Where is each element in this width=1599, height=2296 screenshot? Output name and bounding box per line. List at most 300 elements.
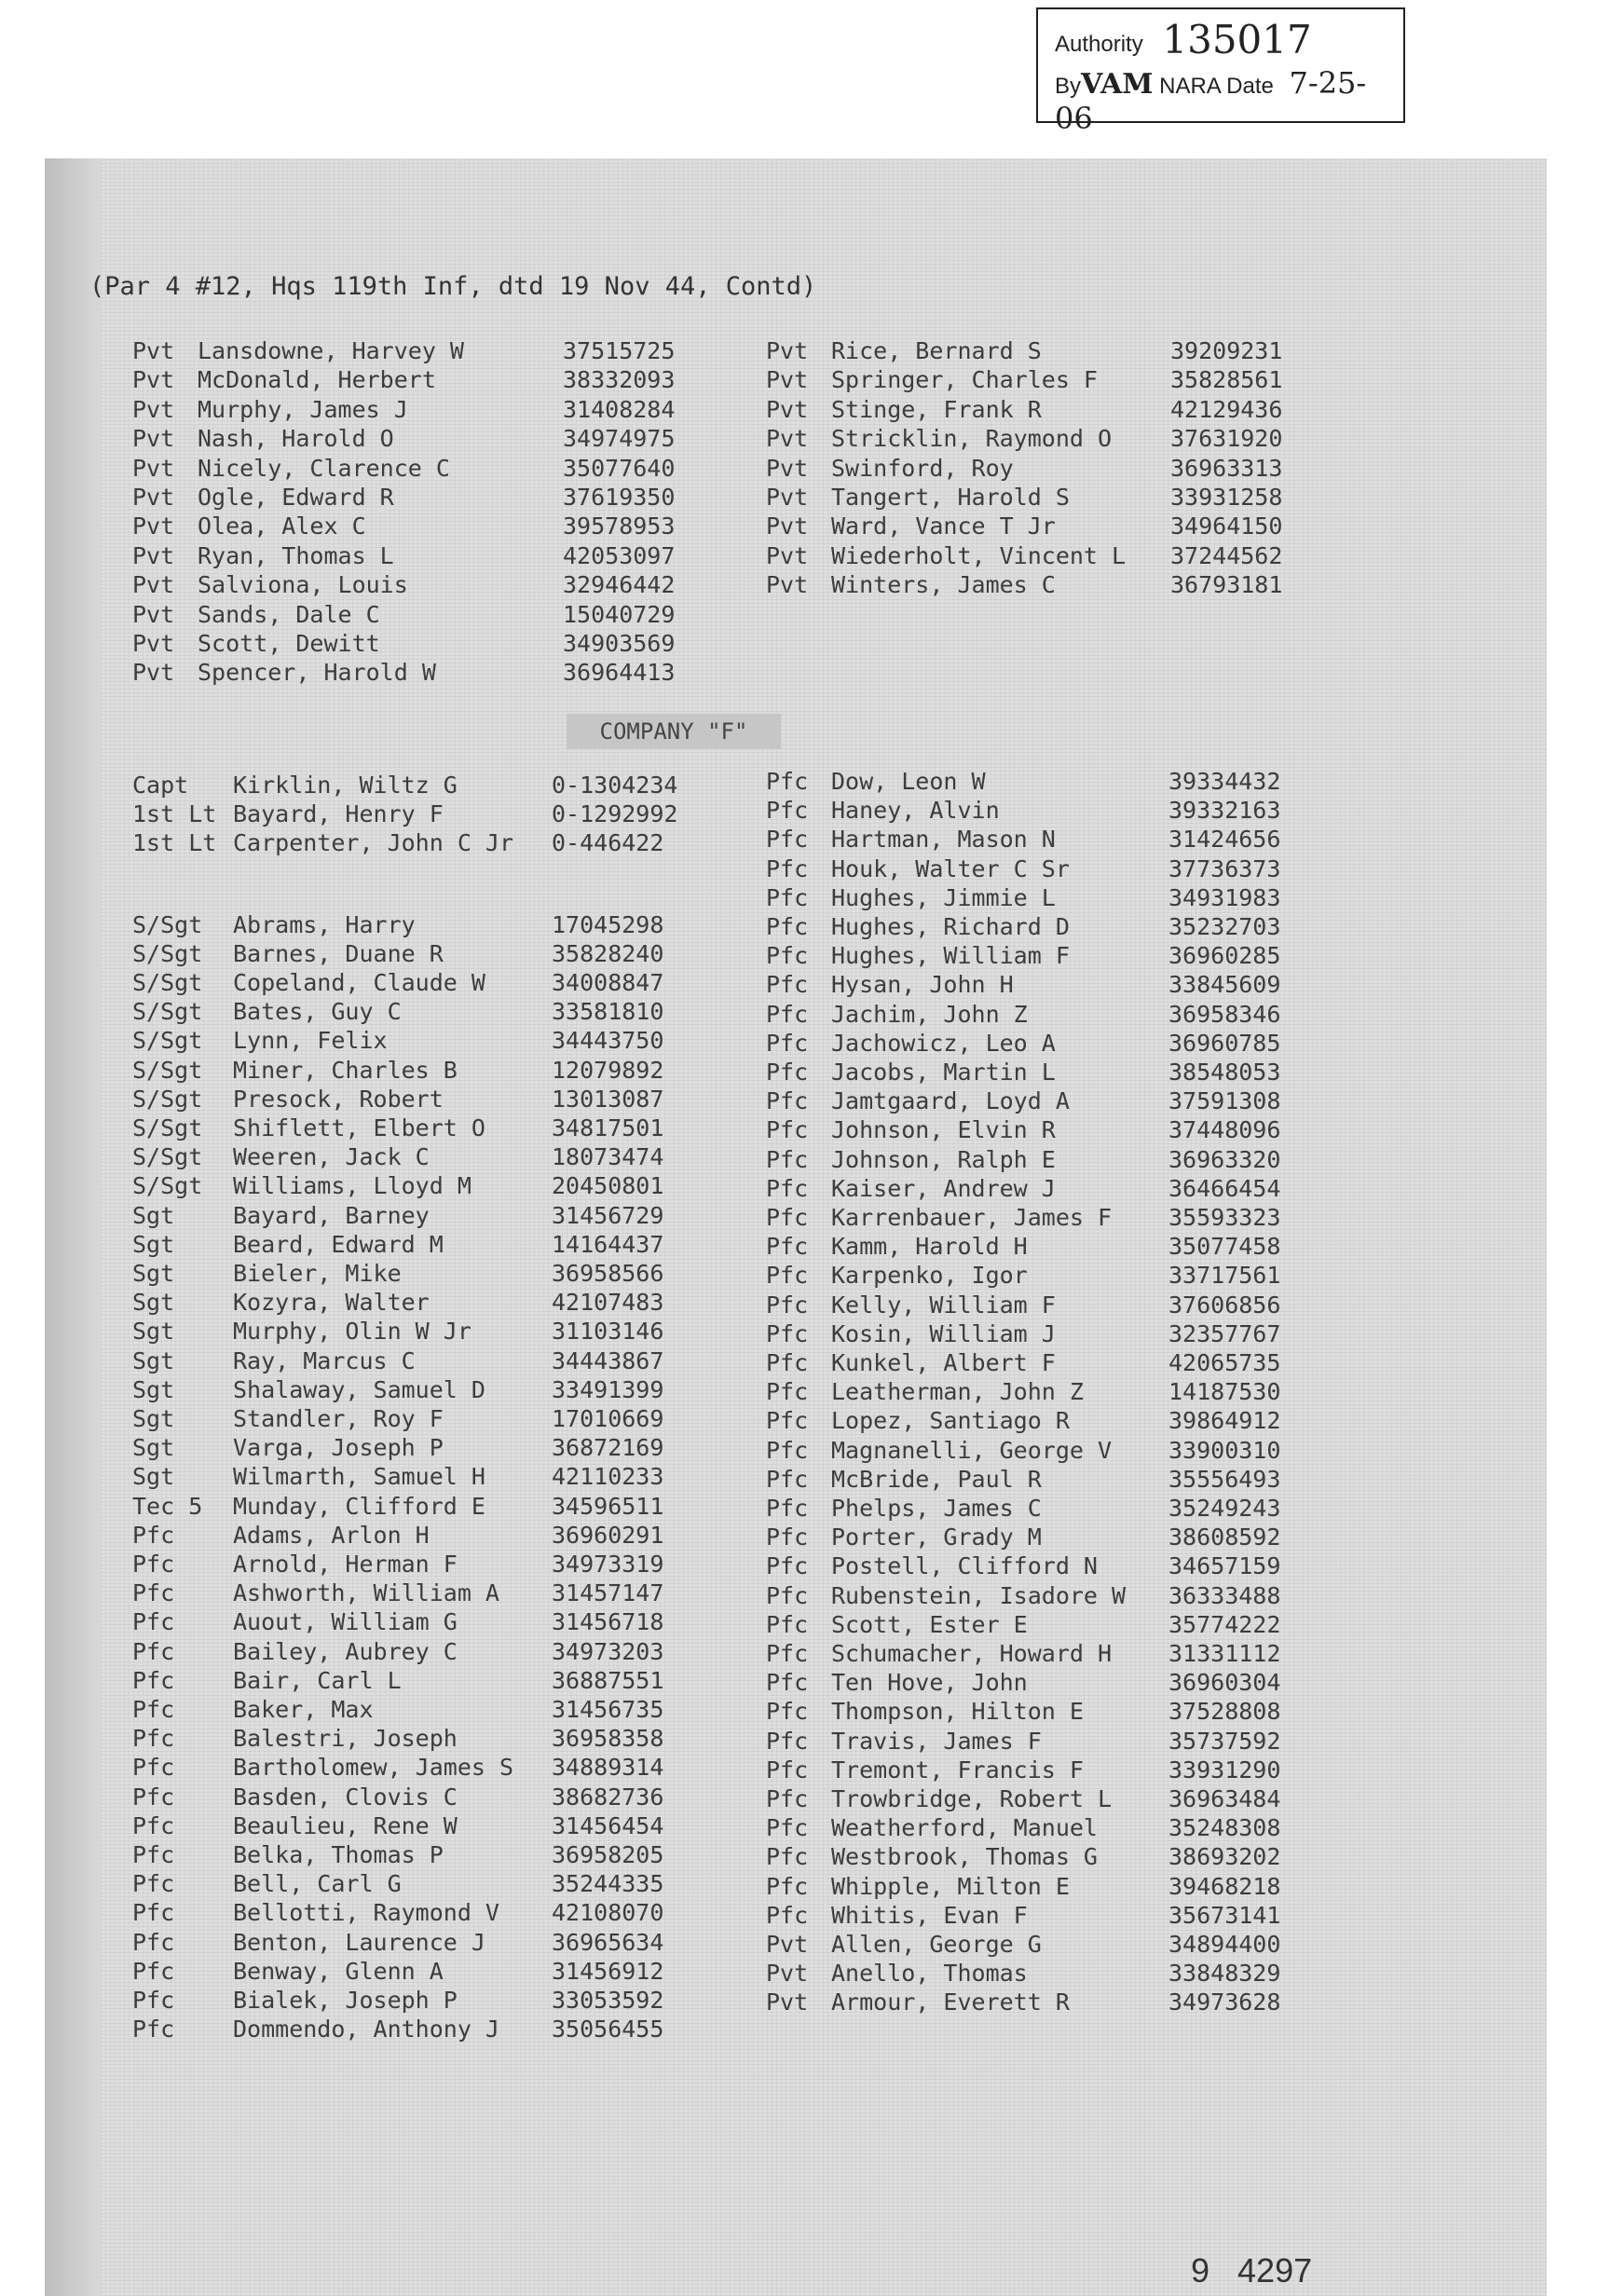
- roster-serial: 12079892: [552, 1056, 664, 1084]
- roster-serial: 35593323: [1168, 1204, 1281, 1231]
- roster-name: Munday, Clifford E: [233, 1492, 485, 1520]
- roster-serial: 33931290: [1168, 1756, 1281, 1784]
- roster-serial: 36793181: [1170, 571, 1283, 599]
- roster-name: Phelps, James C: [831, 1495, 1042, 1522]
- roster-serial: 36965634: [552, 1928, 664, 1956]
- roster-name: Balestri, Joseph: [233, 1725, 458, 1753]
- roster-name: Whitis, Evan F: [831, 1901, 1028, 1929]
- roster-serial: 38693202: [1168, 1843, 1281, 1871]
- roster-rank: Pfc: [766, 971, 809, 999]
- roster-rank: S/Sgt: [132, 1056, 203, 1084]
- roster-serial: 33717561: [1168, 1262, 1281, 1290]
- roster-name: Jamtgaard, Loyd A: [831, 1087, 1070, 1115]
- roster-serial: 35077458: [1168, 1233, 1281, 1261]
- roster-serial: 33900310: [1168, 1436, 1281, 1464]
- roster-name: Johnson, Ralph E: [831, 1145, 1056, 1173]
- roster-name: Lopez, Santiago R: [831, 1407, 1070, 1435]
- roster-name: Lansdowne, Harvey W: [198, 337, 464, 364]
- roster-rank: Sgt: [132, 1230, 175, 1258]
- roster-rank: Pfc: [766, 1029, 809, 1057]
- roster-name: Magnanelli, George V: [831, 1436, 1113, 1464]
- roster-rank: Tec 5: [132, 1492, 203, 1520]
- roster-serial: 36872169: [552, 1434, 664, 1462]
- roster-serial: 37606856: [1168, 1291, 1281, 1319]
- roster-serial: 34931983: [1168, 883, 1281, 911]
- stamp-by-label: By: [1055, 74, 1082, 99]
- roster-name: Trowbridge, Robert L: [831, 1785, 1113, 1812]
- roster-serial: 36964413: [563, 659, 676, 687]
- roster-rank: Sgt: [132, 1434, 175, 1462]
- roster-serial: 32946442: [563, 571, 676, 599]
- roster-name: Barnes, Duane R: [233, 939, 444, 967]
- roster-name: Bell, Carl G: [233, 1870, 402, 1898]
- roster-serial: 31456454: [552, 1811, 664, 1839]
- roster-serial: 34903569: [563, 630, 676, 657]
- roster-rank: Pfc: [132, 1725, 175, 1753]
- roster-name: Houk, Walter C Sr: [831, 854, 1070, 882]
- roster-serial: 14164437: [552, 1230, 664, 1258]
- roster-serial: 13013087: [552, 1085, 664, 1113]
- roster-serial: 37448096: [1168, 1116, 1281, 1144]
- roster-serial: 33845609: [1168, 971, 1281, 999]
- roster-name: Kunkel, Albert F: [831, 1349, 1056, 1376]
- roster-rank: Pvt: [766, 1960, 809, 1988]
- roster-rank: Pfc: [766, 942, 809, 970]
- roster-name: Bates, Guy C: [233, 998, 402, 1026]
- roster-serial: 38608592: [1168, 1524, 1281, 1551]
- roster-rank: S/Sgt: [132, 1085, 203, 1113]
- roster-rank: Pvt: [132, 337, 175, 364]
- roster-name: Kosin, William J: [831, 1319, 1056, 1347]
- roster-name: Adams, Arlon H: [233, 1521, 430, 1549]
- roster-rank: Pfc: [132, 1754, 175, 1782]
- roster-serial: 0-446422: [552, 829, 664, 857]
- roster-name: Hughes, Jimmie L: [831, 883, 1056, 911]
- roster-serial: 35056455: [552, 2016, 664, 2043]
- roster-rank: S/Sgt: [132, 939, 203, 967]
- company-title: COMPANY "F": [567, 714, 781, 749]
- roster-name: Basden, Clovis C: [233, 1783, 458, 1811]
- roster-serial: 34973203: [552, 1637, 664, 1665]
- roster-name: Dow, Leon W: [831, 768, 986, 795]
- roster-rank: Pfc: [766, 1727, 809, 1755]
- roster-name: Dommendo, Anthony J: [233, 2016, 499, 2043]
- roster-rank: Pvt: [766, 395, 809, 423]
- roster-name: Olea, Alex C: [198, 512, 366, 540]
- roster-serial: 34973319: [552, 1551, 664, 1578]
- roster-name: Ray, Marcus C: [233, 1346, 416, 1374]
- roster-name: Kamm, Harold H: [831, 1233, 1028, 1261]
- roster-serial: 39334432: [1168, 768, 1281, 795]
- roster-serial: 35077640: [563, 454, 676, 482]
- roster-serial: 15040729: [563, 600, 676, 628]
- roster-rank: Pfc: [766, 1610, 809, 1638]
- roster-serial: 36887551: [552, 1666, 664, 1694]
- roster-name: Allen, George G: [831, 1931, 1042, 1958]
- roster-rank: Pfc: [766, 1465, 809, 1493]
- roster-rank: Pfc: [766, 797, 809, 825]
- roster-name: Stricklin, Raymond O: [831, 425, 1113, 453]
- roster-rank: S/Sgt: [132, 969, 203, 996]
- roster-rank: Pfc: [132, 1928, 175, 1956]
- roster-serial: 31103146: [552, 1318, 664, 1346]
- roster-rank: Pfc: [766, 768, 809, 795]
- roster-name: Whipple, Milton E: [831, 1872, 1070, 1900]
- roster-rank: Pvt: [132, 630, 175, 657]
- roster-rank: Pvt: [766, 337, 809, 364]
- roster-serial: 31456718: [552, 1608, 664, 1636]
- roster-serial: 35232703: [1168, 913, 1281, 940]
- roster-rank: Pvt: [766, 425, 809, 453]
- roster-rank: S/Sgt: [132, 1114, 203, 1141]
- stamp-authority-row: [1055, 15, 1312, 61]
- roster-serial: 36960291: [552, 1521, 664, 1549]
- roster-serial: 31456912: [552, 1957, 664, 1985]
- roster-serial: 34443750: [552, 1027, 664, 1055]
- roster-name: Karpenko, Igor: [831, 1262, 1028, 1290]
- roster-name: Beard, Edward M: [233, 1230, 444, 1258]
- scan-edge-shadow: [45, 158, 101, 2296]
- roster-serial: 33581810: [552, 998, 664, 1026]
- roster-rank: Pvt: [766, 366, 809, 394]
- roster-rank: Pfc: [766, 1436, 809, 1464]
- roster-rank: Pvt: [132, 659, 175, 687]
- roster-name: Winters, James C: [831, 571, 1056, 599]
- paragraph-heading: (Par 4 #12, Hqs 119th Inf, dtd 19 Nov 44, Contd): [89, 272, 817, 301]
- roster-rank: Pfc: [766, 1204, 809, 1231]
- roster-rank: Pfc: [766, 1552, 809, 1580]
- roster-name: Ten Hove, John: [831, 1669, 1028, 1697]
- roster-serial: 34443867: [552, 1346, 664, 1374]
- roster-serial: 42110233: [552, 1463, 664, 1491]
- roster-serial: 20450801: [552, 1172, 664, 1200]
- roster-rank: Pvt: [766, 1931, 809, 1958]
- roster-rank: Pvt: [132, 512, 175, 540]
- roster-serial: 38332093: [563, 366, 676, 394]
- roster-name: Karrenbauer, James F: [831, 1204, 1113, 1231]
- roster-name: Bialek, Joseph P: [233, 1987, 458, 2014]
- roster-serial: 36960785: [1168, 1029, 1281, 1057]
- stamp-date-value: 7-25-06: [1055, 65, 1367, 136]
- page-number-left: 9: [1191, 2251, 1210, 2289]
- roster-name: Rice, Bernard S: [831, 337, 1042, 364]
- roster-serial: 32357767: [1168, 1319, 1281, 1347]
- roster-name: Murphy, Olin W Jr: [233, 1318, 472, 1346]
- roster-serial: 31424656: [1168, 826, 1281, 854]
- roster-serial: 35244335: [552, 1870, 664, 1898]
- roster-rank: Pfc: [766, 1291, 809, 1319]
- declassification-stamp: [1036, 7, 1405, 136]
- roster-name: Jachim, John Z: [831, 1000, 1028, 1028]
- roster-serial: 34008847: [552, 969, 664, 996]
- roster-name: Lynn, Felix: [233, 1027, 388, 1055]
- roster-serial: 37736373: [1168, 854, 1281, 882]
- roster-rank: Pfc: [766, 1698, 809, 1726]
- roster-rank: Pfc: [132, 1579, 175, 1607]
- roster-name: Copeland, Claude W: [233, 969, 485, 996]
- roster-name: Sands, Dale C: [198, 600, 380, 628]
- roster-serial: 18073474: [552, 1143, 664, 1171]
- roster-name: Wilmarth, Samuel H: [233, 1463, 485, 1491]
- roster-name: Haney, Alvin: [831, 797, 1000, 825]
- roster-name: Hartman, Mason N: [831, 826, 1056, 854]
- roster-rank: Sgt: [132, 1346, 175, 1374]
- roster-rank: Pvt: [766, 484, 809, 511]
- roster-name: Salviona, Louis: [198, 571, 408, 599]
- roster-rank: Pfc: [132, 1841, 175, 1868]
- roster-serial: 36958205: [552, 1841, 664, 1868]
- roster-rank: Pfc: [766, 1378, 809, 1406]
- roster-serial: 37619350: [563, 484, 676, 511]
- stamp-date-row: [1055, 65, 1403, 136]
- roster-name: Presock, Robert: [233, 1085, 444, 1113]
- roster-serial: 34894400: [1168, 1931, 1281, 1958]
- roster-name: Abrams, Harry: [233, 910, 416, 938]
- roster-name: Scott, Ester E: [831, 1610, 1028, 1638]
- roster-serial: 42053097: [563, 541, 676, 569]
- roster-name: Ward, Vance T Jr: [831, 512, 1056, 540]
- roster-serial: 34889314: [552, 1754, 664, 1782]
- roster-name: Kirklin, Wiltz G: [233, 772, 458, 799]
- roster-rank: Pvt: [132, 425, 175, 453]
- roster-rank: Pvt: [766, 512, 809, 540]
- roster-rank: Sgt: [132, 1405, 175, 1432]
- roster-serial: 37244562: [1170, 541, 1283, 569]
- roster-name: Miner, Charles B: [233, 1056, 458, 1084]
- roster-name: Benton, Laurence J: [233, 1928, 485, 1956]
- roster-serial: 36958566: [552, 1260, 664, 1287]
- roster-serial: 0-1292992: [552, 800, 678, 828]
- roster-name: Ashworth, William A: [233, 1579, 499, 1607]
- roster-name: Postell, Clifford N: [831, 1552, 1098, 1580]
- roster-rank: Pfc: [766, 1319, 809, 1347]
- roster-serial: 36958346: [1168, 1000, 1281, 1028]
- roster-serial: 31457147: [552, 1579, 664, 1607]
- roster-name: Kaiser, Andrew J: [831, 1174, 1056, 1202]
- roster-rank: Pfc: [766, 1785, 809, 1812]
- roster-rank: Pfc: [766, 1000, 809, 1028]
- roster-name: Baker, Max: [233, 1696, 374, 1723]
- roster-name: Bartholomew, James S: [233, 1754, 514, 1782]
- roster-serial: 37528808: [1168, 1698, 1281, 1726]
- roster-rank: S/Sgt: [132, 998, 203, 1026]
- roster-rank: Pfc: [766, 1524, 809, 1551]
- roster-rank: Pfc: [766, 1174, 809, 1202]
- roster-name: Tremont, Francis F: [831, 1756, 1084, 1784]
- roster-serial: 31456735: [552, 1696, 664, 1723]
- roster-serial: 39332163: [1168, 797, 1281, 825]
- roster-name: Ryan, Thomas L: [198, 541, 394, 569]
- roster-rank: S/Sgt: [132, 1143, 203, 1171]
- roster-serial: 39864912: [1168, 1407, 1281, 1435]
- roster-rank: Pfc: [132, 1551, 175, 1578]
- roster-rank: Pfc: [766, 1495, 809, 1522]
- roster-rank: Pfc: [766, 1640, 809, 1667]
- roster-name: Swinford, Roy: [831, 454, 1014, 482]
- roster-rank: Pvt: [132, 571, 175, 599]
- roster-serial: 14187530: [1168, 1378, 1281, 1406]
- roster-serial: 17010669: [552, 1405, 664, 1432]
- page-number-right: 4297: [1237, 2251, 1313, 2289]
- roster-rank: Pfc: [766, 1814, 809, 1842]
- roster-rank: S/Sgt: [132, 910, 203, 938]
- roster-rank: Pfc: [132, 1899, 175, 1927]
- roster-name: Hysan, John H: [831, 971, 1014, 999]
- roster-serial: 36960285: [1168, 942, 1281, 970]
- roster-serial: 36963320: [1168, 1145, 1281, 1173]
- roster-rank: Pvt: [132, 541, 175, 569]
- roster-name: Bair, Carl L: [233, 1666, 402, 1694]
- roster-rank: Pfc: [132, 2016, 175, 2043]
- roster-serial: 36963484: [1168, 1785, 1281, 1812]
- stamp-date-label: NARA Date: [1159, 74, 1274, 99]
- roster-serial: 42065735: [1168, 1349, 1281, 1376]
- roster-rank: Sgt: [132, 1201, 175, 1229]
- roster-name: Ogle, Edward R: [198, 484, 394, 511]
- roster-serial: 33931258: [1170, 484, 1283, 511]
- roster-name: Kozyra, Walter: [233, 1289, 430, 1317]
- roster-name: Nash, Harold O: [198, 425, 394, 453]
- roster-rank: Pvt: [132, 600, 175, 628]
- roster-rank: Capt: [132, 772, 189, 799]
- roster-rank: Pvt: [132, 366, 175, 394]
- roster-rank: Sgt: [132, 1463, 175, 1491]
- roster-serial: 38548053: [1168, 1059, 1281, 1086]
- roster-serial: 37631920: [1170, 425, 1283, 453]
- roster-rank: Pfc: [766, 913, 809, 940]
- roster-serial: 35828240: [552, 939, 664, 967]
- roster-rank: Pfc: [766, 1843, 809, 1871]
- roster-name: Varga, Joseph P: [233, 1434, 444, 1462]
- roster-serial: 35248308: [1168, 1814, 1281, 1842]
- roster-serial: 39578953: [563, 512, 676, 540]
- roster-serial: 36960304: [1168, 1669, 1281, 1697]
- roster-rank: Pfc: [132, 1521, 175, 1549]
- roster-serial: 34974975: [563, 425, 676, 453]
- roster-rank: Pvt: [766, 571, 809, 599]
- roster-rank: Pfc: [766, 826, 809, 854]
- roster-name: Armour, Everett R: [831, 1988, 1070, 2016]
- roster-serial: 37591308: [1168, 1087, 1281, 1115]
- roster-name: Benway, Glenn A: [233, 1957, 444, 1985]
- roster-serial: 39209231: [1170, 337, 1283, 364]
- roster-rank: Pvt: [766, 1988, 809, 2016]
- roster-name: Anello, Thomas: [831, 1960, 1028, 1988]
- roster-serial: 38682736: [552, 1783, 664, 1811]
- roster-name: Beaulieu, Rene W: [233, 1811, 458, 1839]
- roster-serial: 31408284: [563, 395, 676, 423]
- page-number: [1191, 2251, 1340, 2290]
- roster-serial: 42129436: [1170, 395, 1283, 423]
- roster-serial: 31331112: [1168, 1640, 1281, 1667]
- roster-rank: Pvt: [132, 395, 175, 423]
- roster-rank: 1st Lt: [132, 829, 217, 857]
- roster-serial: 34657159: [1168, 1552, 1281, 1580]
- roster-serial: 37515725: [563, 337, 676, 364]
- roster-name: Springer, Charles F: [831, 366, 1098, 394]
- roster-serial: 34964150: [1170, 512, 1283, 540]
- roster-rank: Pfc: [766, 1872, 809, 1900]
- roster-name: Jachowicz, Leo A: [831, 1029, 1056, 1057]
- roster-name: Shalaway, Samuel D: [233, 1375, 485, 1403]
- roster-rank: Pfc: [132, 1637, 175, 1665]
- roster-name: Jacobs, Martin L: [831, 1059, 1056, 1086]
- roster-serial: 35774222: [1168, 1610, 1281, 1638]
- roster-name: Leatherman, John Z: [831, 1378, 1084, 1406]
- roster-name: Bieler, Mike: [233, 1260, 402, 1287]
- roster-serial: 31456729: [552, 1201, 664, 1229]
- roster-rank: Pfc: [766, 1087, 809, 1115]
- roster-serial: 36466454: [1168, 1174, 1281, 1202]
- roster-name: Rubenstein, Isadore W: [831, 1581, 1127, 1609]
- roster-name: Kelly, William F: [831, 1291, 1056, 1319]
- roster-serial: 42107483: [552, 1289, 664, 1317]
- roster-serial: 35828561: [1170, 366, 1283, 394]
- roster-name: Spencer, Harold W: [198, 659, 436, 687]
- roster-serial: 34817501: [552, 1114, 664, 1141]
- roster-rank: Pfc: [766, 1262, 809, 1290]
- roster-serial: 35556493: [1168, 1465, 1281, 1493]
- roster-rank: Pfc: [766, 1233, 809, 1261]
- roster-name: Westbrook, Thomas G: [831, 1843, 1098, 1871]
- roster-serial: 36963313: [1170, 454, 1283, 482]
- stamp-authority-label: Authority: [1055, 32, 1143, 57]
- roster-serial: 34596511: [552, 1492, 664, 1520]
- roster-rank: Pfc: [766, 1901, 809, 1929]
- roster-name: McDonald, Herbert: [198, 366, 436, 394]
- roster-name: Hughes, Richard D: [831, 913, 1070, 940]
- roster-name: Stinge, Frank R: [831, 395, 1042, 423]
- roster-name: Thompson, Hilton E: [831, 1698, 1084, 1726]
- roster-name: Weeren, Jack C: [233, 1143, 430, 1171]
- roster-name: Murphy, James J: [198, 395, 408, 423]
- roster-name: Hughes, William F: [831, 942, 1070, 970]
- roster-name: Williams, Lloyd M: [233, 1172, 472, 1200]
- roster-name: Tangert, Harold S: [831, 484, 1070, 511]
- roster-serial: 36958358: [552, 1725, 664, 1753]
- roster-name: Travis, James F: [831, 1727, 1042, 1755]
- roster-rank: Pfc: [132, 1666, 175, 1694]
- roster-rank: Pfc: [132, 1783, 175, 1811]
- roster-rank: Pvt: [766, 541, 809, 569]
- roster-name: Carpenter, John C Jr: [233, 829, 514, 857]
- roster-rank: Pfc: [766, 1059, 809, 1086]
- roster-name: Nicely, Clarence C: [198, 454, 450, 482]
- roster-name: Johnson, Elvin R: [831, 1116, 1056, 1144]
- roster-name: Bellotti, Raymond V: [233, 1899, 499, 1927]
- roster-serial: 34973628: [1168, 1988, 1281, 2016]
- roster-rank: Pfc: [132, 1987, 175, 2014]
- roster-name: Wiederholt, Vincent L: [831, 541, 1127, 569]
- roster-rank: Pfc: [132, 1608, 175, 1636]
- roster-serial: 33053592: [552, 1987, 664, 2014]
- roster-name: Bayard, Barney: [233, 1201, 430, 1229]
- roster-name: Standler, Roy F: [233, 1405, 444, 1432]
- roster-rank: Sgt: [132, 1375, 175, 1403]
- roster-name: Schumacher, Howard H: [831, 1640, 1113, 1667]
- roster-name: Arnold, Herman F: [233, 1551, 458, 1578]
- roster-rank: Pfc: [766, 1349, 809, 1376]
- roster-rank: Pfc: [766, 1116, 809, 1144]
- roster-serial: 35737592: [1168, 1727, 1281, 1755]
- roster-rank: Pfc: [766, 1145, 809, 1173]
- roster-serial: 42108070: [552, 1899, 664, 1927]
- roster-serial: 35249243: [1168, 1495, 1281, 1522]
- roster-rank: S/Sgt: [132, 1027, 203, 1055]
- roster-rank: Pfc: [132, 1957, 175, 1985]
- roster-name: Bailey, Aubrey C: [233, 1637, 458, 1665]
- stamp-authority-value: 135017: [1162, 17, 1312, 62]
